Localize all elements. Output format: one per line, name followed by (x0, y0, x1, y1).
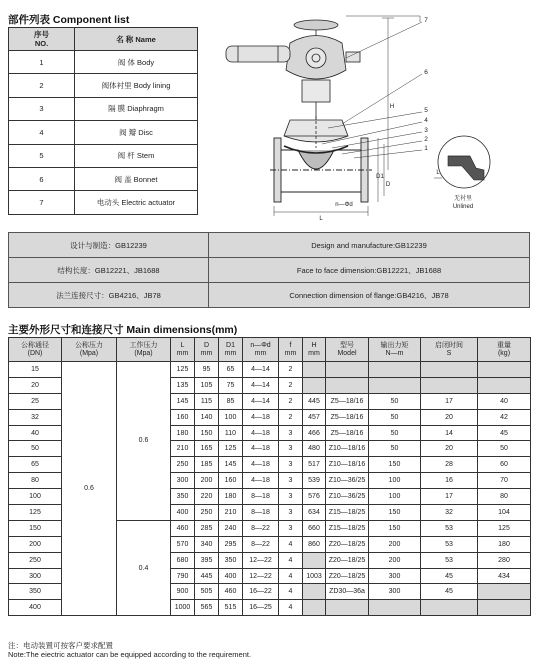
dim-cell: 1000 (171, 600, 195, 616)
dim-cell: 60 (478, 457, 531, 473)
dim-cell: 135 (171, 377, 195, 393)
dim-cell: 8—18 (243, 505, 279, 521)
component-list-title: 部件列表 Component list (8, 14, 130, 26)
dim-label-h: H (389, 104, 395, 110)
dim-row (9, 362, 531, 378)
dim-cell: 200 (369, 536, 421, 552)
dim-cell: 4—18 (243, 441, 279, 457)
dim-header-cell (62, 338, 117, 362)
dim-cell (326, 377, 369, 393)
dim-cell: 220 (195, 489, 219, 505)
component-row (9, 191, 198, 214)
dim-cell: 45 (478, 425, 531, 441)
dim-cell: ZD30—36a (326, 584, 369, 600)
dim-cell: 445 (303, 393, 326, 409)
part-number-5: 5 (424, 107, 428, 114)
component-name: 阀 盖 Bonnet (75, 167, 198, 190)
dim-cell: 576 (303, 489, 326, 505)
standard-cn: 法兰连接尺寸：GB4216、JB78 (9, 283, 209, 308)
dim-cell (478, 377, 531, 393)
dim-cell: 200 (195, 473, 219, 489)
dim-header-top: f (289, 341, 292, 349)
dim-cell: 466 (303, 425, 326, 441)
dim-cell-dn: 65 (9, 457, 62, 473)
dim-cell: 250 (195, 505, 219, 521)
dim-cell: 53 (421, 536, 478, 552)
dim-cell: Z15—18/25 (326, 520, 369, 536)
dim-cell-dn: 300 (9, 568, 62, 584)
dimensions-title: 主要外形尺寸和连接尺寸 Main dimensions(mm) (8, 324, 238, 336)
dim-cell: 104 (478, 505, 531, 521)
dim-cell: 460 (219, 584, 243, 600)
dim-cell: 250 (171, 457, 195, 473)
dim-cell: 140 (195, 409, 219, 425)
dim-cell: 3 (279, 489, 303, 505)
component-name: 电动头 Electric actuator (75, 191, 198, 214)
standard-en: Connection dimension of flange:GB4216、JB78 (209, 283, 530, 308)
dim-cell: 460 (171, 520, 195, 536)
col-no-en: NO. (34, 39, 49, 48)
dim-cell: 125 (219, 441, 243, 457)
dim-cell: 4 (279, 552, 303, 568)
dim-header-unit: mm (254, 349, 267, 357)
dim-cell: 395 (195, 552, 219, 568)
dim-cell: 2 (279, 362, 303, 378)
dim-header-top: D (203, 341, 210, 349)
dim-cell-nominal-pressure: 0.6 (62, 362, 117, 616)
component-row (9, 51, 198, 74)
dim-cell: 2 (279, 393, 303, 409)
standard-cn: 设计与制造：GB12239 (9, 233, 209, 258)
dim-cell (303, 584, 326, 600)
dim-cell: Z5—18/16 (326, 409, 369, 425)
dim-cell: 40 (478, 393, 531, 409)
dim-cell: 340 (195, 536, 219, 552)
dim-cell: 28 (421, 457, 478, 473)
dim-cell: 240 (219, 520, 243, 536)
bonnet-drawing (284, 116, 348, 148)
dim-cell: 17 (421, 489, 478, 505)
note-cn: 注：电动装置可按客户要求配置 (8, 641, 113, 650)
dim-cell-dn: 350 (9, 584, 62, 600)
dim-cell: 4—14 (243, 377, 279, 393)
unlined-detail-drawing (434, 136, 490, 210)
dim-header-cell (478, 338, 531, 362)
dim-cell: 3 (279, 457, 303, 473)
dim-header-unit: Model (337, 349, 357, 357)
dim-cell (326, 600, 369, 616)
dim-cell: Z15—18/25 (326, 505, 369, 521)
dim-cell: Z10—18/16 (326, 441, 369, 457)
dim-cell-dn: 20 (9, 377, 62, 393)
dim-cell: 65 (219, 362, 243, 378)
dim-cell: 8—22 (243, 536, 279, 552)
standard-en: Face to face dimension:GB12221、JB1688 (209, 258, 530, 283)
dim-cell: 45 (421, 584, 478, 600)
dim-cell: 900 (171, 584, 195, 600)
dim-cell: 12—22 (243, 568, 279, 584)
component-name: 阀 体 Body (75, 51, 198, 74)
dim-cell: 4—18 (243, 457, 279, 473)
dim-cell: 180 (171, 425, 195, 441)
component-row (9, 167, 198, 190)
dim-cell: 3 (279, 441, 303, 457)
dim-header-cell (369, 338, 421, 362)
dim-cell: 180 (219, 489, 243, 505)
dim-cell-dn: 250 (9, 552, 62, 568)
dim-cell: Z5—18/16 (326, 425, 369, 441)
dim-cell: 350 (219, 552, 243, 568)
dim-cell: 53 (421, 552, 478, 568)
dim-cell: Z10—18/16 (326, 457, 369, 473)
part-number-4: 4 (424, 117, 428, 124)
dim-cell (303, 377, 326, 393)
dim-cell: 16 (421, 473, 478, 489)
dim-cell: 125 (478, 520, 531, 536)
dim-label-d: D (385, 182, 391, 188)
component-no: 5 (9, 144, 75, 167)
dim-cell: Z5—18/16 (326, 393, 369, 409)
dim-cell: 100 (369, 489, 421, 505)
dim-cell: 160 (171, 409, 195, 425)
valve-body-drawing (270, 138, 372, 202)
dim-header-unit: mm (176, 349, 189, 357)
dim-header-unit: S (446, 349, 452, 357)
dim-cell-dn: 400 (9, 600, 62, 616)
dim-cell: 50 (478, 441, 531, 457)
dim-header-top: H (311, 341, 317, 349)
dim-cell: 539 (303, 473, 326, 489)
dim-cell (478, 362, 531, 378)
standard-row (9, 283, 530, 308)
dim-cell (478, 584, 531, 600)
dim-header-unit: (Mpa) (79, 349, 99, 357)
dim-header-top: 输出力矩 (380, 341, 409, 349)
dim-cell: 3 (279, 473, 303, 489)
dim-cell: 400 (171, 505, 195, 521)
component-name: 阀 杆 Stem (75, 144, 198, 167)
dim-cell: 4—14 (243, 393, 279, 409)
dim-header-unit: mm (224, 349, 237, 357)
dim-cell: 145 (171, 393, 195, 409)
valve-drawing (212, 8, 534, 222)
part-number-6: 6 (424, 69, 428, 76)
dim-cell (369, 377, 421, 393)
dim-header-unit: (Mpa) (134, 349, 153, 357)
dim-cell: 505 (195, 584, 219, 600)
dim-cell: 3 (279, 425, 303, 441)
unlined-label-cn: 无衬里 (453, 196, 473, 202)
dim-header-top: 工作压力 (129, 341, 158, 349)
dim-cell: 565 (195, 600, 219, 616)
dim-cell: 570 (171, 536, 195, 552)
dim-cell-dn: 80 (9, 473, 62, 489)
dim-cell: 634 (303, 505, 326, 521)
dim-cell (478, 600, 531, 616)
dim-cell: 3 (279, 520, 303, 536)
dim-cell: 20 (421, 409, 478, 425)
dim-cell-dn: 15 (9, 362, 62, 378)
dim-cell-dn: 150 (9, 520, 62, 536)
dim-cell: Z10—36/25 (326, 473, 369, 489)
dim-cell: 300 (369, 584, 421, 600)
dim-cell: 100 (369, 473, 421, 489)
dim-cell-dn: 25 (9, 393, 62, 409)
component-name: 阀体衬里 Body lining (75, 74, 198, 97)
col-name-header: 名 称 Name (75, 28, 198, 51)
standards-table (8, 232, 530, 308)
dimensions-table (8, 337, 531, 616)
dim-cell: 110 (219, 425, 243, 441)
dim-header-top: 公称通径 (21, 341, 49, 349)
dim-cell: 1003 (303, 568, 326, 584)
dim-cell: 790 (171, 568, 195, 584)
standard-cn: 结构长度：GB12221、JB1688 (9, 258, 209, 283)
component-row (9, 144, 198, 167)
dim-cell (421, 600, 478, 616)
dim-header-cell (326, 338, 369, 362)
component-no: 6 (9, 167, 75, 190)
dim-cell: 4 (279, 584, 303, 600)
dim-header-unit: N—m (385, 349, 404, 357)
dim-header-cell (117, 338, 171, 362)
dim-cell (421, 377, 478, 393)
dim-cell-dn: 50 (9, 441, 62, 457)
dim-cell (421, 362, 478, 378)
dim-header-unit: mm (308, 349, 320, 357)
dim-cell: 280 (478, 552, 531, 568)
dim-cell (326, 362, 369, 378)
col-no-header (9, 28, 75, 51)
standard-row (9, 233, 530, 258)
dim-cell: 8—18 (243, 489, 279, 505)
dim-cell (303, 600, 326, 616)
dim-header-cell (303, 338, 326, 362)
dim-cell: 350 (171, 489, 195, 505)
standard-en: Design and manufacture:GB12239 (209, 233, 530, 258)
dim-cell: 50 (369, 425, 421, 441)
dim-cell: 150 (195, 425, 219, 441)
dim-cell: 4 (279, 600, 303, 616)
dim-cell: 4 (279, 568, 303, 584)
dim-header-cell (195, 338, 219, 362)
dim-label-flange: n—Φd (335, 202, 353, 208)
dim-cell: 200 (369, 552, 421, 568)
dim-cell: 75 (219, 377, 243, 393)
dim-header-unit: (kg) (497, 349, 511, 357)
dim-header-top: 公称压力 (75, 341, 103, 349)
dim-cell: 165 (195, 441, 219, 457)
dim-cell: 300 (369, 568, 421, 584)
dim-cell: 125 (171, 362, 195, 378)
dim-cell: 4—18 (243, 425, 279, 441)
component-no: 1 (9, 51, 75, 74)
dim-cell: 2 (279, 409, 303, 425)
dim-cell: 4 (279, 536, 303, 552)
component-name: 阀 瓣 Disc (75, 121, 198, 144)
dim-cell: 860 (303, 536, 326, 552)
dim-cell-dn: 125 (9, 505, 62, 521)
dim-cell: 180 (478, 536, 531, 552)
dim-cell: 17 (421, 393, 478, 409)
dim-cell: 8—22 (243, 520, 279, 536)
dim-cell: 115 (195, 393, 219, 409)
dim-cell-dn: 32 (9, 409, 62, 425)
dim-cell: 680 (171, 552, 195, 568)
dim-cell-dn: 100 (9, 489, 62, 505)
part-number-3: 3 (424, 127, 428, 134)
dim-cell: 16—25 (243, 600, 279, 616)
part-number-2: 2 (424, 136, 428, 143)
component-no: 3 (9, 97, 75, 120)
dim-header-top: 型号 (340, 341, 354, 349)
dim-cell: Z20—18/25 (326, 568, 369, 584)
dim-cell (369, 362, 421, 378)
dim-cell-dn: 200 (9, 536, 62, 552)
component-name: 隔 膜 Diaphragm (75, 97, 198, 120)
dim-cell: 80 (478, 489, 531, 505)
dim-cell: 517 (303, 457, 326, 473)
dim-cell: 145 (219, 457, 243, 473)
dim-cell: 160 (219, 473, 243, 489)
dim-header-cell (171, 338, 195, 362)
dim-header-top: 启闭时间 (435, 341, 463, 349)
dim-cell: 480 (303, 441, 326, 457)
dim-cell: 210 (219, 505, 243, 521)
component-no: 4 (9, 121, 75, 144)
dim-cell: 4—14 (243, 362, 279, 378)
dim-cell: Z10—36/25 (326, 489, 369, 505)
dim-cell: 445 (195, 568, 219, 584)
standard-row (9, 258, 530, 283)
dim-cell: 100 (219, 409, 243, 425)
dim-header-cell (219, 338, 243, 362)
dim-cell: 12—22 (243, 552, 279, 568)
dim-cell: 53 (421, 520, 478, 536)
dim-header-cell (279, 338, 303, 362)
dim-cell: Z20—18/25 (326, 536, 369, 552)
dim-cell: 50 (369, 409, 421, 425)
dim-cell: 210 (171, 441, 195, 457)
dim-label-l: L (319, 216, 323, 222)
dim-cell: 50 (369, 393, 421, 409)
dim-header-top: L (180, 341, 185, 349)
dim-header-unit: mm (284, 349, 297, 357)
dim-cell: Z20—18/25 (326, 552, 369, 568)
dim-cell-working-pressure: 0.6 (117, 362, 171, 521)
dim-header-unit: (DN) (27, 349, 43, 357)
dim-cell: 4—18 (243, 409, 279, 425)
dim-cell: 2 (279, 377, 303, 393)
dim-cell: 105 (195, 377, 219, 393)
dim-cell: 150 (369, 457, 421, 473)
note-en: Note:The eiectric actuator can be equipped according to the requirement. (8, 650, 252, 659)
col-no-cn: 序号 (34, 30, 49, 39)
dim-cell: 70 (478, 473, 531, 489)
dim-cell (303, 552, 326, 568)
dim-cell: 42 (478, 409, 531, 425)
dim-header-cell (421, 338, 478, 362)
dim-cell: 295 (219, 536, 243, 552)
dim-cell: 95 (195, 362, 219, 378)
dim-cell: 150 (369, 520, 421, 536)
component-table (8, 27, 198, 215)
dim-header-top: D1 (226, 341, 235, 349)
dim-cell: 434 (478, 568, 531, 584)
dim-header-top: n—Φd (250, 341, 271, 349)
dim-cell: 515 (219, 600, 243, 616)
dim-cell (303, 362, 326, 378)
dim-cell: 457 (303, 409, 326, 425)
unlined-label-en: Unlined (452, 204, 474, 210)
dim-cell-dn: 40 (9, 425, 62, 441)
dim-cell: 16—22 (243, 584, 279, 600)
dim-cell: 300 (171, 473, 195, 489)
dim-label-d1: D1 (376, 174, 384, 180)
component-no: 2 (9, 74, 75, 97)
dim-header-unit: mm (200, 349, 213, 357)
dim-cell (369, 600, 421, 616)
electric-actuator-drawing (226, 20, 360, 120)
dim-cell: 45 (421, 568, 478, 584)
dim-cell: 50 (369, 441, 421, 457)
component-row (9, 121, 198, 144)
dim-cell: 150 (369, 505, 421, 521)
dim-cell: 400 (219, 568, 243, 584)
dim-cell: 660 (303, 520, 326, 536)
dim-header-top: 重量 (497, 341, 511, 349)
dim-cell: 20 (421, 441, 478, 457)
dim-header-cell (243, 338, 279, 362)
dim-cell: 14 (421, 425, 478, 441)
dim-cell-working-pressure: 0.4 (117, 520, 171, 615)
dim-cell: 185 (195, 457, 219, 473)
detail-dim-label: L (436, 170, 440, 176)
component-row (9, 74, 198, 97)
dim-cell: 32 (421, 505, 478, 521)
dim-cell: 4—18 (243, 473, 279, 489)
component-no: 7 (9, 191, 75, 214)
part-number-7: 7 (424, 17, 428, 24)
part-number-1: 1 (424, 145, 428, 152)
dim-header-cell (9, 338, 62, 362)
component-row (9, 97, 198, 120)
dim-cell: 3 (279, 505, 303, 521)
dim-cell: 85 (219, 393, 243, 409)
dim-cell: 285 (195, 520, 219, 536)
